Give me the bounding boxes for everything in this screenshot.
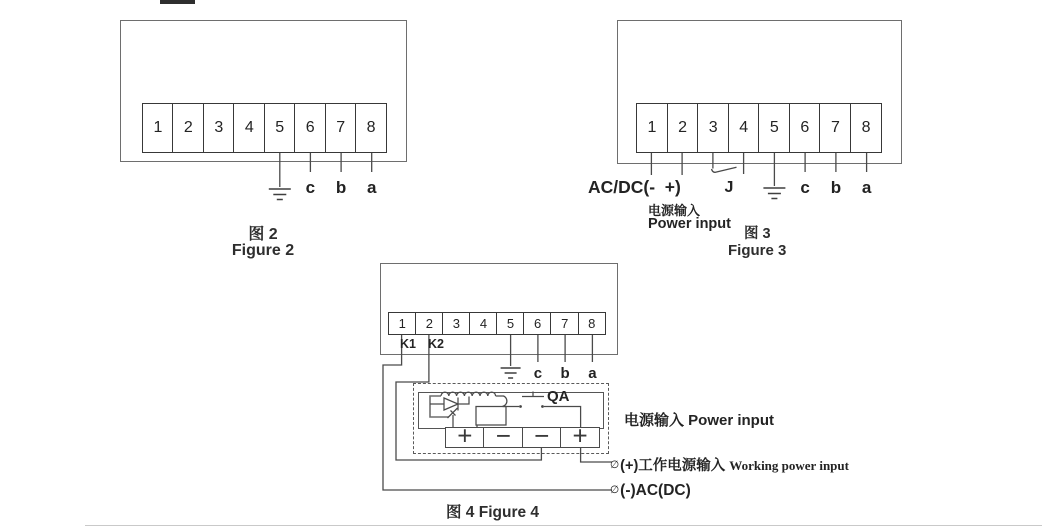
figure2-terminal-4: 4 — [233, 103, 265, 153]
figure4-terminal-1: 1 — [388, 312, 416, 335]
figure3-terminal-4: 4 — [728, 103, 760, 153]
figure4-terminal-4: 4 — [469, 312, 497, 335]
figure4-pin-c-label: c — [533, 365, 543, 382]
figure2-terminal-1: 1 — [142, 103, 174, 153]
figure4-power-terminal-plus-2 — [560, 420, 600, 451]
figure4-power-input-label: 电源输入 Power input — [624, 412, 775, 429]
figure2-terminal-3: 3 — [203, 103, 235, 153]
figure3-power-input-en-label: Power input — [648, 216, 731, 232]
figure3-pin-b-label: b — [830, 178, 842, 197]
minus-symbol: − — [495, 420, 511, 451]
figure2-terminal-2: 2 — [172, 103, 204, 153]
terminal-circle-icon: ∅ — [610, 483, 620, 496]
figure2-pin-c-label: c — [305, 178, 316, 197]
figure4-terminal-3: 3 — [442, 312, 470, 335]
figure3-pin-a-label: a — [861, 178, 872, 197]
working-power-en: Working power input — [729, 458, 849, 473]
fig3-earth-ground-icon — [763, 188, 785, 199]
figure4-terminal-6: 6 — [523, 312, 551, 335]
figure4-k1-label: K1 — [400, 337, 416, 351]
fig2-earth-ground-icon — [269, 189, 291, 200]
figure3-terminal-2: 2 — [667, 103, 699, 153]
figure4-pin-b-label: b — [560, 365, 570, 382]
figure3-power-input-cn-label: 电源输入 — [648, 203, 701, 218]
minus-symbol: − — [534, 420, 550, 451]
figure4-power-terminal-plus-1 — [445, 420, 485, 451]
figure4-terminal-8: 8 — [578, 312, 606, 335]
figure4-power-terminal-minus-2 — [522, 420, 562, 451]
figure3-caption-en: Figure 3 — [728, 242, 787, 259]
figure4-terminal-2: 2 — [415, 312, 443, 335]
figure2-terminal-5: 5 — [264, 103, 296, 153]
fig3-relay-switch-blade — [712, 167, 737, 172]
figure4-negative-acdc-label — [610, 482, 691, 500]
plus-symbol: + — [572, 420, 588, 451]
figure4-terminal-5: 5 — [496, 312, 524, 335]
figure2-terminal-8: 8 — [355, 103, 387, 153]
fig4-earth-ground-icon — [501, 368, 521, 378]
figure3-terminal-7: 7 — [819, 103, 851, 153]
figure2-caption-cn: 图 2 — [248, 226, 278, 243]
figure2-terminal-strip — [142, 103, 387, 153]
page-bottom-rule — [85, 525, 1042, 526]
terminal-circle-icon: ∅ — [610, 458, 620, 471]
working-power-cn: (+)工作电源输入 — [620, 458, 726, 474]
figure3-terminal-8: 8 — [850, 103, 882, 153]
figure4-terminal-strip — [388, 312, 606, 335]
figure4-k2-label: K2 — [428, 337, 444, 351]
figure4-power-terminal-minus-1 — [483, 420, 523, 451]
figure2-terminal-7: 7 — [325, 103, 357, 153]
negative-acdc-text: (-)AC(DC) — [620, 482, 691, 499]
figure3-terminal-strip — [636, 103, 882, 153]
figure4-power-terminal-row — [445, 420, 600, 451]
figure3-terminal-6: 6 — [789, 103, 821, 153]
cropped-content-fragment — [160, 0, 195, 4]
figure2-pin-b-label: b — [335, 178, 347, 197]
figure3-relay-j-label: J — [724, 179, 734, 196]
figure2-terminal-6: 6 — [294, 103, 326, 153]
figure3-pin-c-label: c — [800, 178, 810, 197]
figure4-terminal-7: 7 — [550, 312, 578, 335]
figure4-pin-a-label: a — [588, 365, 597, 382]
figure2-caption-en: Figure 2 — [231, 242, 295, 259]
plus-symbol: + — [457, 420, 473, 451]
figure4-caption: 图 4 Figure 4 — [446, 504, 540, 521]
figure3-caption-cn: 图 3 — [744, 226, 771, 242]
figure3-terminal-3: 3 — [697, 103, 729, 153]
figure3-acdc-power-label: AC/DC(- +) — [588, 177, 681, 197]
figure4-breaker-qa-label: QA — [547, 388, 570, 405]
figure2-pin-a-label: a — [366, 178, 377, 197]
figure4-working-power-label — [610, 454, 849, 475]
figure3-terminal-1: 1 — [636, 103, 668, 153]
figure3-terminal-5: 5 — [758, 103, 790, 153]
